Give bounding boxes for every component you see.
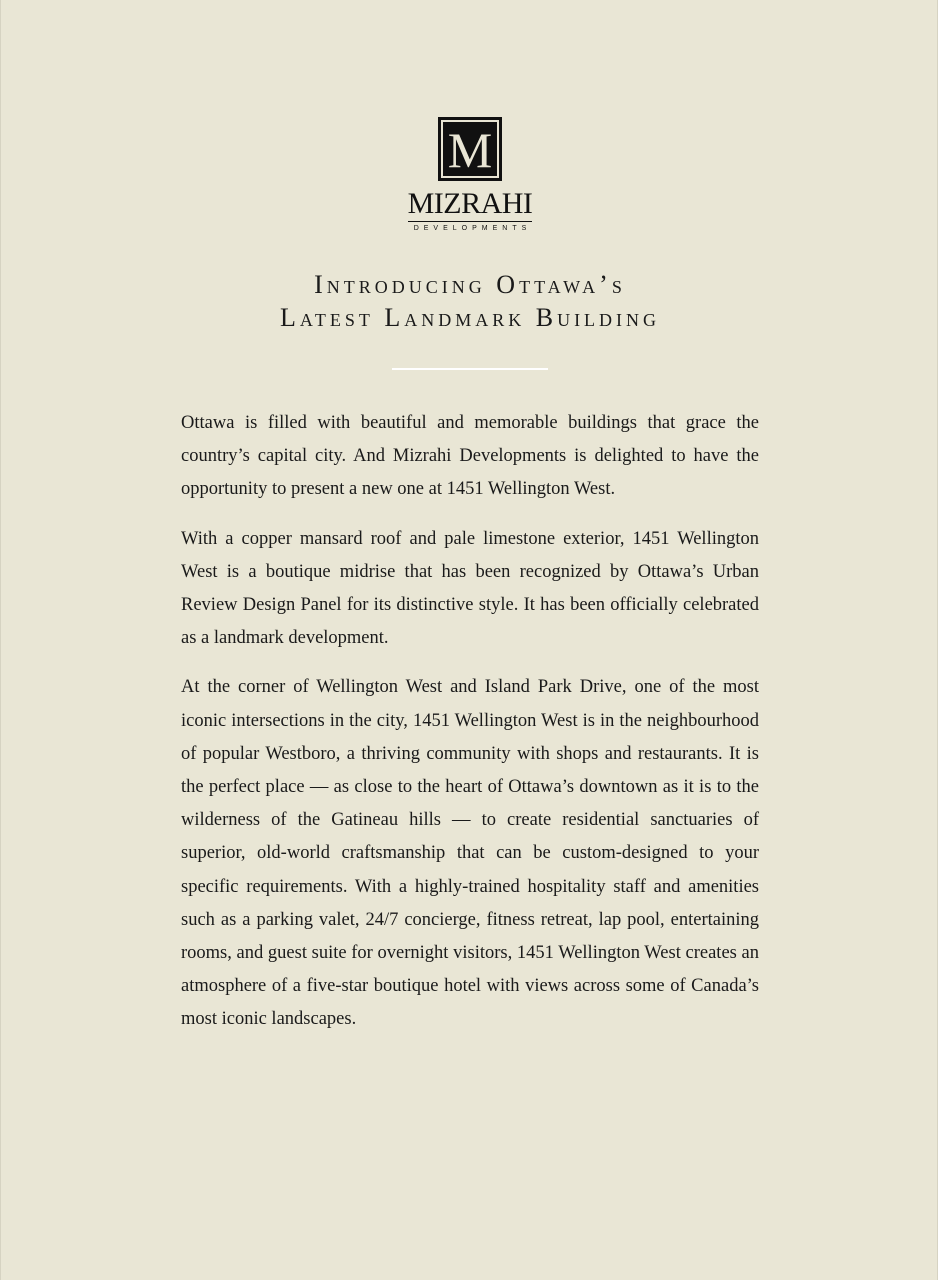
paragraph-location: At the corner of Wellington West and Island Park Drive, one of the most iconic intersections in the city, 1451 Wellington West is in the neighbourhood of popular Westboro, a thriving community with shops and restaurants. It is the perfect place — as close to the heart of Ottawa’s downtown as it is to the wilderness of the Gatineau hills — to create residential sanctuaries of superior, old-world craftsmanship that can be custom-designed to your specific requirements. With a highly-trained hospitality staff and amenities such as a parking valet, 24/7 concierge, fitness retreat, lap pool, entertaining rooms, and guest suite for overnight visitors, 1451 Wellington West creates an atmosphere of a five-star boutique hotel with views across some of Canada’s most iconic landscapes.: [181, 677, 759, 1030]
monogram-letter: M: [447, 122, 493, 178]
title-divider: [392, 368, 548, 370]
title-line-2: Latest Landmark Building: [279, 303, 661, 332]
page-title: [1, 268, 938, 334]
paragraph-architecture: With a copper mansard roof and pale limestone exterior, 1451 Wellington West is a boutique midrise that has been recognized by Ottawa’s Urban Review Design Panel for its distinctive style. It has been officially celebrated as a landmark development.: [181, 528, 759, 649]
company-logo: [1, 117, 938, 233]
logo-name: MIZRAHI: [407, 187, 533, 220]
logo-rule: [408, 221, 532, 222]
body-text: [181, 407, 759, 1053]
title-line-1: Introducing Ottawa’s: [314, 270, 626, 299]
monogram-icon: [441, 120, 499, 178]
paragraph-intro: Ottawa is filled with beautiful and memorable buildings that grace the country’s capital city. And Mizrahi Developments is delighted to have the opportunity to present a new one at 1451 Wellington West.: [181, 413, 759, 500]
logo-subtitle: DEVELOPMENTS: [413, 225, 532, 232]
monogram-badge: [438, 117, 502, 181]
